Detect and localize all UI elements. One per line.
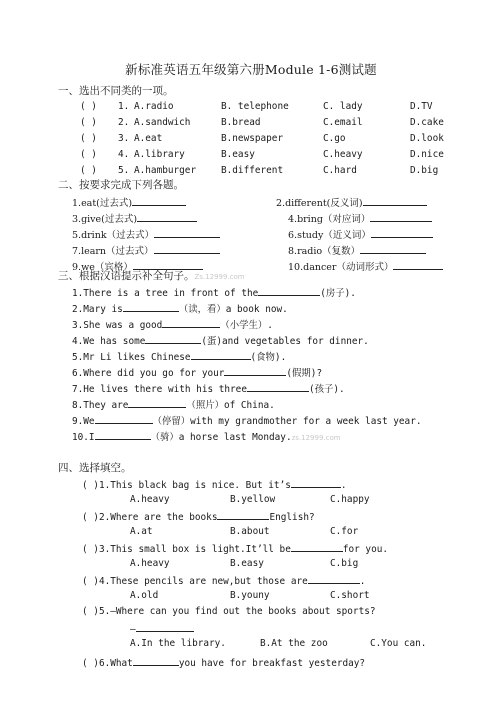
sentence-item — [72, 318, 273, 332]
option-c[interactable]: C.for — [330, 526, 359, 537]
item-number: 3. — [118, 133, 130, 144]
question-text: 4.These pencils are new,but those are — [98, 576, 308, 587]
answer-blank[interactable] — [95, 430, 151, 440]
watermark: zs.12999.com — [291, 434, 341, 442]
sentence-start: 2.Mary is — [72, 304, 123, 315]
item-number: 5. — [118, 165, 130, 176]
option-d: D.TV — [410, 101, 433, 112]
sentence-end: （停留）with my grandmother for a week last year. — [152, 416, 422, 427]
question-end: . — [359, 576, 366, 587]
section4-heading: 四、选择填空。 — [58, 462, 132, 474]
answer-paren[interactable]: ( ) — [80, 149, 97, 160]
section2-item — [72, 244, 220, 258]
answer-blank[interactable] — [191, 350, 251, 360]
sentence-start: 7.He lives there with his three — [72, 384, 247, 395]
answer-line — [130, 622, 194, 636]
item-prompt: 4.bring（对应词） — [288, 214, 371, 225]
mc-question — [82, 656, 365, 670]
option-a: A.eat — [134, 133, 163, 144]
question-text: 6.What — [98, 658, 133, 669]
option-d: D.big — [410, 165, 439, 176]
option-d: D.cake — [410, 117, 444, 128]
option-b[interactable]: B.easy — [230, 558, 264, 569]
section1-item — [80, 165, 480, 177]
option-d: D.nice — [410, 149, 444, 160]
mc-question — [82, 606, 376, 618]
item-prompt: 10.dancer（动词形式） — [288, 262, 394, 273]
option-b: B.different — [221, 165, 284, 176]
sentence-item — [72, 366, 322, 380]
sentence-end: (房子). — [320, 288, 356, 299]
question-text: 2.Where are the books — [98, 512, 218, 523]
sentence-item — [72, 286, 356, 300]
mc-question — [82, 510, 315, 524]
mc-options — [130, 558, 450, 570]
mc-question — [82, 478, 347, 492]
option-a[interactable]: A.heavy — [130, 558, 170, 569]
answer-blank[interactable] — [136, 622, 194, 632]
option-b: B. telephone — [221, 101, 289, 112]
question-end: . — [340, 480, 347, 491]
option-a: A.library — [134, 149, 185, 160]
option-c[interactable]: C.short — [330, 590, 370, 601]
section3-heading — [58, 270, 245, 283]
item-prompt: 7.learn（过去式） — [72, 246, 154, 257]
option-c[interactable]: C.happy — [330, 494, 370, 505]
answer-paren[interactable]: ( ) — [80, 117, 97, 128]
sentence-end: （小学生）. — [220, 320, 273, 331]
sentence-start: 3.She was a good — [72, 320, 163, 331]
answer-blank[interactable] — [128, 398, 186, 408]
sentence-item — [72, 382, 345, 396]
question-text: 3.This small box is light.It’ll be — [98, 544, 291, 555]
watermark: Zs.12999.com — [194, 273, 245, 281]
option-a[interactable]: A.In the library. — [130, 638, 226, 649]
question-end: you have for breakfast yesterday? — [178, 658, 366, 669]
answer-blank[interactable] — [132, 196, 186, 206]
answer-blank[interactable] — [291, 478, 341, 488]
mc-options — [130, 590, 450, 602]
item-prompt: 6.study（近义词） — [288, 230, 371, 241]
answer-blank[interactable] — [393, 260, 443, 270]
answer-blank[interactable] — [145, 334, 201, 344]
option-b[interactable]: B.about — [230, 526, 270, 537]
sentence-start: 8.They are — [72, 400, 129, 411]
item-prompt: 5.drink（过去式） — [72, 230, 155, 241]
sentence-item — [72, 414, 422, 428]
option-a: A.hamburger — [134, 165, 197, 176]
sentence-start: 10.I — [72, 432, 95, 443]
question-end: English? — [269, 512, 315, 523]
answer-blank[interactable] — [308, 574, 360, 584]
sentence-start: 4.We has some — [72, 336, 146, 347]
section2-item — [72, 228, 220, 242]
section2-item — [288, 244, 426, 258]
item-prompt: 2.different(反义词) — [276, 198, 363, 209]
answer-paren[interactable]: ( ) — [82, 576, 99, 587]
answer-blank[interactable] — [258, 286, 320, 296]
sentence-item — [72, 302, 288, 316]
option-c: C.hard — [323, 165, 357, 176]
section2-item — [72, 196, 186, 210]
item-number: 1. — [118, 101, 130, 112]
question-end: for you. — [342, 544, 388, 555]
option-c[interactable]: C.You can. — [370, 638, 427, 649]
answer-blank[interactable] — [133, 260, 203, 270]
mc-options — [130, 526, 450, 538]
section2-item — [288, 212, 432, 226]
answer-paren[interactable]: ( ) — [82, 512, 99, 523]
option-c: C.email — [323, 117, 363, 128]
answer-blank[interactable] — [291, 542, 343, 552]
option-a[interactable]: A.at — [130, 526, 153, 537]
section2-heading: 二、按要求完成下列各题。 — [58, 179, 184, 191]
question-text: 1.This black bag is nice. But it’s — [98, 480, 291, 491]
item-prompt: 8.radio（复数） — [288, 246, 361, 257]
dash: — — [130, 624, 136, 635]
sentence-end: (孩子). — [308, 384, 345, 395]
answer-blank[interactable] — [224, 366, 286, 376]
mc-question — [82, 542, 388, 556]
section1-item — [80, 117, 480, 129]
answer-blank[interactable] — [360, 244, 426, 254]
sentence-start: 6.Where did you go for your — [72, 368, 225, 379]
section2-item — [288, 260, 443, 274]
answer-blank[interactable] — [133, 656, 179, 666]
option-b[interactable]: B.youny — [230, 590, 270, 601]
answer-paren[interactable]: ( ) — [82, 544, 99, 555]
answer-blank[interactable] — [162, 318, 220, 328]
section3-heading-text: 三、根据汉语提示补全句子。 — [58, 270, 195, 282]
section2-item — [288, 228, 433, 242]
item-prompt: 1.eat(过去式) — [72, 198, 133, 209]
option-c: C.go — [323, 133, 346, 144]
answer-blank[interactable] — [154, 228, 220, 238]
page-title: 新标准英语五年级第六册Module 1-6测试题 — [125, 62, 377, 77]
option-b[interactable]: B.At the zoo — [260, 638, 328, 649]
sentence-end: （读，看）a book now. — [178, 304, 288, 315]
answer-paren[interactable]: ( ) — [82, 606, 99, 617]
mc-options — [130, 638, 450, 650]
answer-blank[interactable] — [123, 302, 179, 312]
option-a: A.radio — [134, 101, 174, 112]
section1-item — [80, 149, 480, 161]
answer-blank[interactable] — [137, 212, 197, 222]
answer-paren[interactable]: ( ) — [80, 101, 97, 112]
section1-item — [80, 101, 480, 113]
question-text: 5.—Where can you find out the books about sports? — [98, 606, 376, 617]
sentence-start: 1.There is a tree in front of the — [72, 288, 259, 299]
sentence-end: (假期)? — [286, 368, 323, 379]
sentence-end: (食物). — [250, 352, 287, 363]
sentence-item — [72, 350, 286, 364]
sentence-item — [72, 430, 341, 444]
option-b[interactable]: B.yellow — [230, 494, 276, 505]
section2-item — [276, 196, 427, 210]
section1-item — [80, 133, 480, 145]
option-b: B.bread — [221, 117, 261, 128]
sentence-end: (蛋)and vegetables for dinner. — [201, 336, 369, 347]
option-a[interactable]: A.old — [130, 590, 159, 601]
answer-paren[interactable]: ( ) — [80, 133, 97, 144]
option-d: D.look — [410, 133, 444, 144]
answer-blank[interactable] — [154, 244, 220, 254]
answer-blank[interactable] — [371, 228, 433, 238]
mc-question — [82, 574, 365, 588]
sentence-start: 9.We — [72, 416, 95, 427]
answer-blank[interactable] — [95, 414, 153, 424]
mc-options — [130, 494, 450, 506]
option-b: B.newspaper — [221, 133, 284, 144]
item-prompt: 3.give(过去式) — [72, 214, 138, 225]
answer-blank[interactable] — [370, 212, 432, 222]
option-c: C. lady — [323, 101, 363, 112]
sentence-end: （骑）a horse last Monday. — [150, 432, 292, 443]
item-number: 2. — [118, 117, 130, 128]
sentence-end: （照片）of China. — [186, 400, 275, 411]
sentence-item — [72, 334, 369, 348]
option-a[interactable]: A.heavy — [130, 494, 170, 505]
section1-heading: 一、选出不同类的一项。 — [58, 85, 174, 97]
answer-paren[interactable]: ( ) — [80, 165, 97, 176]
option-c[interactable]: C.big — [330, 558, 359, 569]
answer-paren[interactable]: ( ) — [82, 658, 99, 669]
item-prompt: 9.we（宾格） — [72, 262, 133, 273]
section2-item — [72, 212, 197, 226]
sentence-item — [72, 398, 275, 412]
answer-blank[interactable] — [217, 510, 269, 520]
sentence-start: 5.Mr Li likes Chinese — [72, 352, 191, 363]
item-number: 4. — [118, 149, 130, 160]
option-c: C.heavy — [323, 149, 363, 160]
answer-paren[interactable]: ( ) — [82, 480, 99, 491]
answer-blank[interactable] — [363, 196, 427, 206]
answer-blank[interactable] — [247, 382, 309, 392]
option-b: B.easy — [221, 149, 255, 160]
option-a: A.sandwich — [134, 117, 191, 128]
